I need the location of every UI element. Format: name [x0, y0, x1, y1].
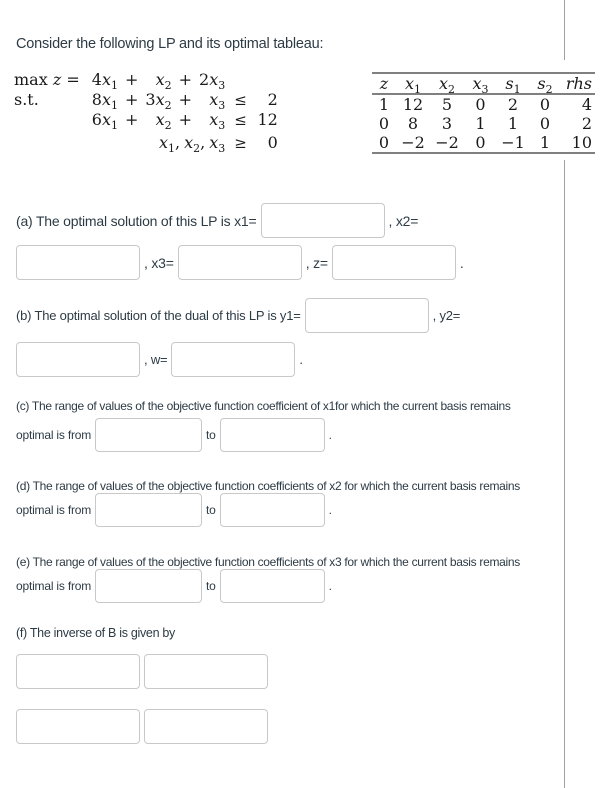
tableau-cell: 10	[571, 133, 592, 152]
range-prefix: optimal is from	[16, 428, 92, 442]
coef: 8	[91, 90, 102, 109]
leq-sign: ≤	[234, 111, 247, 129]
tableau-cell: 0	[475, 133, 486, 152]
question-b-lead: (b) The optimal solution of the dual of this LP is y1=	[16, 308, 301, 323]
plus-sign: +	[124, 70, 139, 89]
question-c-range-row	[16, 418, 332, 452]
w-input[interactable]	[171, 342, 295, 377]
tableau-cell: 1	[539, 133, 551, 152]
tableau-header-cell: $x_3$	[464, 73, 497, 94]
period: .	[299, 352, 303, 367]
e-range-to-input[interactable]	[220, 569, 325, 603]
lp-constraint-row	[14, 90, 278, 110]
separator-y2: , y2=	[432, 308, 461, 323]
var: x	[184, 133, 194, 152]
z-input[interactable]	[332, 245, 456, 280]
subscript: 2	[164, 119, 172, 133]
comma: ,	[174, 133, 181, 152]
var: x	[101, 110, 111, 129]
var: x	[155, 110, 165, 129]
var: x	[209, 110, 219, 129]
lp-constraint-row	[14, 110, 278, 130]
var: x	[209, 133, 219, 152]
coef: 3	[145, 90, 156, 109]
objective-var: z	[52, 70, 62, 89]
subscript: 1	[110, 119, 118, 133]
tableau-cell: −2	[435, 133, 459, 152]
subscript: 2	[164, 79, 172, 93]
coef: 2	[199, 70, 210, 89]
tableau-header-row	[372, 73, 595, 94]
period: .	[328, 579, 332, 593]
leq-sign: ≤	[234, 91, 247, 109]
y1-input[interactable]	[305, 298, 429, 333]
separator-z: , z=	[305, 254, 328, 271]
question-prompt: Consider the following LP and its optimal tableau:	[16, 36, 324, 52]
tableau-header-cell: $s_2$	[529, 73, 561, 94]
rhs-value: 12	[257, 110, 278, 129]
subscript: 2	[164, 99, 172, 113]
tableau-cell: −2	[401, 133, 425, 152]
range-prefix: optimal is from	[16, 579, 92, 593]
tableau-header-cell: z	[372, 73, 396, 94]
question-c-text: (c) The range of values of the objective function coefficient of x1for which the current basis remains	[16, 399, 511, 413]
question-b-line2	[16, 342, 303, 377]
tableau-row	[372, 114, 595, 133]
subscript: 3	[218, 79, 226, 93]
period: .	[328, 428, 332, 442]
tableau-cell: 0	[475, 95, 486, 114]
tableau-row	[372, 133, 595, 153]
subscript: 2	[193, 142, 201, 156]
tableau-cell: 2	[581, 114, 592, 133]
question-e-text: (e) The range of values of the objective function coefficients of x3 for which the current basis remains	[16, 555, 520, 569]
tableau-cell: 5	[441, 95, 453, 114]
question-b-line1	[16, 298, 460, 333]
x1-input[interactable]	[261, 203, 385, 238]
tableau-cell: 0	[539, 114, 551, 133]
tableau-cell: 4	[581, 95, 592, 114]
e-range-from-input[interactable]	[95, 569, 202, 603]
tableau-header-cell: $s_1$	[497, 73, 529, 94]
question-a-lead: (a) The optimal solution of this LP is x1=	[16, 212, 257, 229]
tableau-cell: 0	[378, 114, 390, 133]
var: x	[155, 70, 165, 89]
geq-sign: ≥	[234, 134, 247, 152]
binv-21-input[interactable]	[16, 709, 140, 744]
tableau-cell: 1	[507, 114, 519, 133]
tableau-cell: 8	[407, 114, 419, 133]
subscript: 3	[218, 99, 226, 113]
tableau-cell: 1	[378, 95, 390, 114]
x3-input[interactable]	[178, 245, 302, 280]
subscript: 1	[167, 142, 175, 156]
question-d-range-row	[16, 493, 332, 527]
d-range-to-input[interactable]	[220, 493, 325, 527]
tableau-header-cell: rhs	[561, 73, 595, 94]
range-prefix: optimal is from	[16, 503, 92, 517]
lp-objective-row	[14, 70, 278, 90]
binv-22-input[interactable]	[144, 709, 268, 744]
y2-input[interactable]	[16, 342, 140, 377]
plus-sign: +	[178, 70, 193, 89]
b-inverse-matrix-row1	[16, 654, 268, 689]
st-keyword: s.t.	[14, 90, 39, 109]
to-label: to	[206, 579, 216, 593]
binv-12-input[interactable]	[144, 654, 268, 689]
subscript: 1	[110, 79, 118, 93]
question-a-line2	[16, 245, 464, 280]
tableau-header-cell: $x_2$	[430, 73, 464, 94]
var: x	[209, 90, 219, 109]
plus-sign: +	[124, 110, 139, 129]
tableau-table	[372, 72, 595, 154]
var: x	[101, 70, 111, 89]
rhs-value: 0	[267, 133, 278, 152]
question-d-text: (d) The range of values of the objective function coefficients of x2 for which the current basis remains	[16, 479, 520, 493]
separator-w: , w=	[144, 352, 168, 367]
tableau-header-cell: $x_1$	[396, 73, 430, 94]
question-a-line1	[16, 203, 418, 238]
period: .	[459, 254, 464, 271]
tableau-cell: −1	[501, 133, 525, 152]
b-inverse-matrix-row2	[16, 709, 268, 744]
to-label: to	[206, 503, 216, 517]
d-range-from-input[interactable]	[95, 493, 202, 527]
period: .	[328, 503, 332, 517]
var: x	[155, 90, 165, 109]
var: x	[101, 90, 111, 109]
tableau-cell: 0	[539, 95, 551, 114]
relation	[225, 70, 256, 90]
separator-x3: , x3=	[144, 254, 174, 271]
rhs-value: 2	[267, 90, 278, 109]
subscript: 1	[110, 99, 118, 113]
binv-11-input[interactable]	[16, 654, 140, 689]
lp-nonnegativity-row	[14, 130, 278, 153]
tableau-cell: 3	[441, 114, 453, 133]
plus-sign: +	[178, 90, 193, 109]
subscript: 3	[218, 142, 226, 156]
tableau-cell: 12	[402, 95, 424, 114]
var: x	[209, 70, 219, 89]
tableau-cell: 0	[378, 133, 390, 152]
optimal-tableau	[366, 60, 606, 160]
separator-x2: , x2=	[388, 212, 419, 229]
plus-sign: +	[178, 110, 193, 129]
comma: ,	[200, 133, 206, 152]
tableau-row	[372, 94, 595, 114]
x2-input[interactable]	[16, 245, 140, 280]
tableau-cell: 1	[475, 114, 486, 133]
c-range-from-input[interactable]	[95, 418, 202, 452]
subscript: 3	[218, 119, 226, 133]
question-f-text: (f) The inverse of B is given by	[16, 626, 175, 640]
var: x	[158, 133, 168, 152]
c-range-to-input[interactable]	[220, 418, 325, 452]
max-keyword: max	[14, 70, 48, 89]
rhs-value	[256, 70, 278, 90]
coef: 6	[91, 110, 102, 129]
coef: 4	[91, 70, 102, 89]
to-label: to	[206, 428, 216, 442]
question-e-range-row	[16, 569, 332, 603]
lp-formulation	[14, 70, 278, 156]
plus-sign: +	[124, 90, 139, 109]
tableau-cell: 2	[507, 95, 519, 114]
equals-sign: =	[66, 70, 80, 89]
